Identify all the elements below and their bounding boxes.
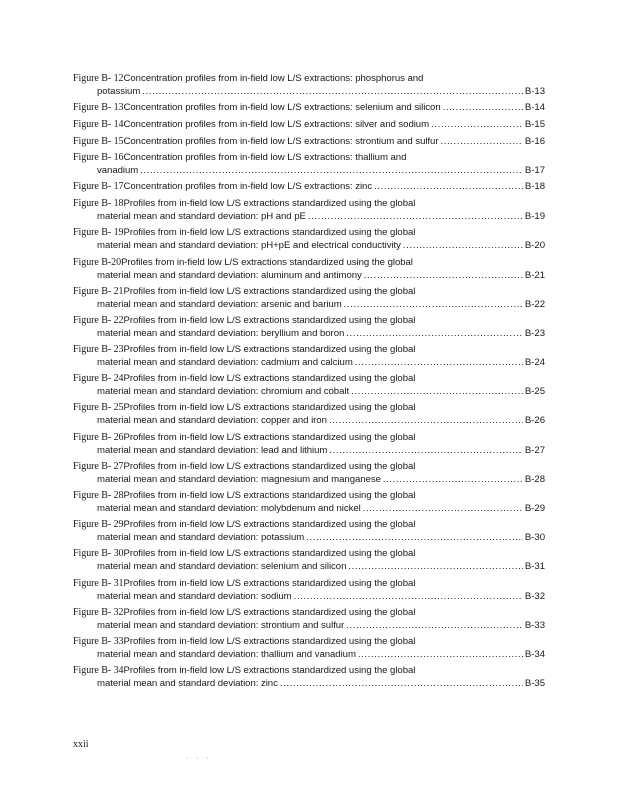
figure-number: Figure B-20 bbox=[73, 256, 122, 268]
figure-caption-continuation: material mean and standard deviation: sodium bbox=[97, 590, 292, 602]
toc-entry[interactable] bbox=[73, 606, 545, 632]
figure-number: Figure B- 30 bbox=[73, 548, 124, 560]
figure-number: Figure B- 26 bbox=[73, 431, 124, 443]
page-ref: B-16 bbox=[524, 135, 545, 147]
page-ref: B-33 bbox=[524, 619, 545, 631]
figure-caption-continuation: material mean and standard deviation: potassium bbox=[97, 532, 305, 544]
figure-caption: Concentration profiles from in-field low L/S extractions: phosphorus and bbox=[123, 73, 424, 84]
toc-entry[interactable] bbox=[73, 226, 545, 252]
figure-caption: Profiles from in-field low L/S extractions standardized using the global bbox=[123, 548, 416, 560]
toc-entry[interactable] bbox=[73, 135, 545, 148]
page-ref: B-20 bbox=[524, 240, 545, 252]
page-ref: B-21 bbox=[524, 269, 545, 281]
figure-caption: Concentration profiles from in-field low L/S extractions: thallium and bbox=[123, 152, 407, 164]
dot-leader bbox=[346, 327, 523, 340]
dot-leader bbox=[363, 502, 523, 515]
figure-number: Figure B- 31 bbox=[73, 577, 124, 589]
page-ref: B-22 bbox=[524, 298, 545, 310]
toc-entry[interactable] bbox=[73, 151, 545, 177]
figure-caption: Profiles from in-field low L/S extractions standardized using the global bbox=[123, 665, 416, 677]
figure-number: Figure B- 32 bbox=[73, 606, 124, 618]
toc-entry[interactable] bbox=[73, 547, 545, 573]
figure-caption-continuation: material mean and standard deviation: thallium and vanadium bbox=[97, 648, 356, 660]
dot-leader bbox=[443, 101, 523, 114]
dot-leader bbox=[431, 118, 523, 131]
toc-entry[interactable] bbox=[73, 101, 545, 114]
dot-leader bbox=[351, 385, 523, 398]
figure-caption-continuation: material mean and standard deviation: zinc bbox=[97, 678, 278, 690]
dot-leader bbox=[383, 473, 523, 486]
figure-number: Figure B- 27 bbox=[73, 460, 124, 472]
toc-entry[interactable] bbox=[73, 518, 545, 544]
toc-entry[interactable] bbox=[73, 180, 545, 193]
figure-number: Figure B- 13 bbox=[73, 102, 124, 114]
dot-leader bbox=[364, 269, 523, 282]
figure-caption-continuation: potassium bbox=[97, 86, 141, 97]
page-ref: B-31 bbox=[524, 561, 545, 573]
figure-caption: Profiles from in-field low L/S extractions standardized using the global bbox=[123, 227, 416, 239]
page-ref: B-34 bbox=[524, 648, 545, 660]
toc-entry[interactable] bbox=[73, 118, 545, 131]
page-number: xxii bbox=[73, 739, 89, 750]
page-ref: B-27 bbox=[524, 444, 545, 456]
figure-caption: Profiles from in-field low L/S extractions standardized using the global bbox=[121, 256, 413, 268]
toc-entry[interactable] bbox=[73, 460, 545, 486]
figure-number: Figure B- 16 bbox=[73, 152, 124, 164]
dot-leader bbox=[346, 619, 523, 632]
figure-caption: Concentration profiles from in-field low L/S extractions: zinc bbox=[123, 181, 373, 193]
dot-leader bbox=[306, 531, 523, 544]
figure-caption-continuation: material mean and standard deviation: magnesium and manganese bbox=[97, 473, 381, 485]
figure-caption-continuation: material mean and standard deviation: molybdenum and nickel bbox=[97, 503, 361, 514]
dot-leader bbox=[140, 164, 523, 177]
figure-caption-continuation: material mean and standard deviation: lead and lithium bbox=[97, 444, 328, 456]
figure-caption: Profiles from in-field low L/S extractions standardized using the global bbox=[123, 198, 416, 210]
figure-number: Figure B- 25 bbox=[73, 402, 124, 414]
figure-caption: Concentration profiles from in-field low L/S extractions: silver and sodium bbox=[123, 118, 430, 130]
figure-number: Figure B- 24 bbox=[73, 373, 124, 385]
figure-caption-continuation: material mean and standard deviation: cadmium and calcium bbox=[97, 357, 353, 369]
figure-caption-continuation: material mean and standard deviation: strontium and sulfur bbox=[97, 619, 345, 631]
figure-caption: Profiles from in-field low L/S extractions standardized using the global bbox=[123, 402, 416, 414]
page-ref: B-13 bbox=[524, 86, 545, 97]
figure-caption-continuation: material mean and standard deviation: pH and pE bbox=[97, 211, 306, 223]
dot-leader bbox=[344, 298, 523, 311]
dot-leader bbox=[280, 677, 523, 690]
dot-leader bbox=[358, 648, 523, 661]
figure-number: Figure B- 23 bbox=[73, 344, 124, 356]
page-ref: B-26 bbox=[524, 415, 545, 427]
toc-entry[interactable] bbox=[73, 72, 545, 98]
figure-number: Figure B- 15 bbox=[73, 135, 124, 147]
figure-caption-continuation: material mean and standard deviation: selenium and silicon bbox=[97, 561, 347, 573]
dot-leader bbox=[403, 239, 523, 252]
figure-caption: Profiles from in-field low L/S extractions standardized using the global bbox=[123, 606, 416, 618]
figure-caption-continuation: material mean and standard deviation: copper and iron bbox=[97, 415, 327, 427]
dot-leader bbox=[329, 444, 523, 457]
figure-number: Figure B- 12 bbox=[73, 73, 124, 84]
page-ref: B-17 bbox=[524, 165, 545, 177]
dot-leader bbox=[142, 85, 523, 98]
toc-entry[interactable] bbox=[73, 489, 545, 515]
page-ref: B-30 bbox=[524, 532, 545, 544]
figure-caption: Concentration profiles from in-field low L/S extractions: strontium and sulfur bbox=[123, 135, 439, 147]
page-ref: B-14 bbox=[524, 102, 545, 114]
toc-entry[interactable] bbox=[73, 431, 545, 457]
figure-caption: Profiles from in-field low L/S extractions standardized using the global bbox=[123, 577, 416, 589]
toc-entry[interactable] bbox=[73, 664, 545, 690]
figure-number: Figure B- 22 bbox=[73, 314, 124, 326]
page-ref: B-24 bbox=[524, 357, 545, 369]
toc-entry[interactable] bbox=[73, 635, 545, 661]
page-ref: B-15 bbox=[524, 118, 545, 130]
figure-number: Figure B- 14 bbox=[73, 118, 124, 130]
page-ref: B-23 bbox=[524, 327, 545, 339]
figure-caption: Profiles from in-field low L/S extractions standardized using the global bbox=[123, 373, 416, 385]
toc-entry[interactable] bbox=[73, 372, 545, 398]
figure-number: Figure B- 19 bbox=[73, 227, 124, 239]
figure-caption-continuation: material mean and standard deviation: arsenic and barium bbox=[97, 298, 342, 310]
toc-entry[interactable] bbox=[73, 285, 545, 311]
figure-caption: Profiles from in-field low L/S extractions standardized using the global bbox=[123, 519, 416, 531]
toc-entry[interactable] bbox=[73, 256, 545, 282]
toc-entry[interactable] bbox=[73, 401, 545, 427]
page-ref: B-32 bbox=[524, 590, 545, 602]
dot-leader bbox=[329, 414, 523, 427]
figure-caption-continuation: material mean and standard deviation: aluminum and antimony bbox=[97, 269, 362, 281]
page-ref: B-19 bbox=[524, 211, 545, 223]
figure-number: Figure B- 33 bbox=[73, 635, 124, 647]
page-ref: B-29 bbox=[524, 503, 545, 514]
page-ref: B-18 bbox=[524, 181, 545, 193]
figure-caption: Profiles from in-field low L/S extractions standardized using the global bbox=[123, 460, 416, 472]
page-ref: B-25 bbox=[524, 386, 545, 398]
dot-leader bbox=[374, 180, 523, 193]
dot-leader bbox=[355, 356, 523, 369]
figure-number: Figure B- 21 bbox=[73, 285, 124, 297]
figure-caption-continuation: material mean and standard deviation: beryllium and boron bbox=[97, 327, 345, 339]
figure-number: Figure B- 34 bbox=[73, 665, 124, 677]
figure-caption: Concentration profiles from in-field low L/S extractions: selenium and silicon bbox=[123, 102, 441, 114]
list-of-figures bbox=[73, 72, 545, 693]
figure-number: Figure B- 28 bbox=[73, 490, 124, 501]
dot-leader bbox=[294, 590, 523, 603]
figure-number: Figure B- 17 bbox=[73, 181, 124, 193]
figure-caption-continuation: material mean and standard deviation: pH+pE and electrical conductivity bbox=[97, 240, 401, 252]
page-ref: B-35 bbox=[524, 678, 545, 690]
figure-number: Figure B- 18 bbox=[73, 198, 124, 210]
toc-entry[interactable] bbox=[73, 343, 545, 369]
footer-mark: · · · bbox=[186, 755, 212, 762]
figure-caption: Profiles from in-field low L/S extractions standardized using the global bbox=[123, 431, 416, 443]
toc-entry[interactable] bbox=[73, 197, 545, 223]
figure-caption: Profiles from in-field low L/S extractions standardized using the global bbox=[123, 344, 416, 356]
figure-caption-continuation: material mean and standard deviation: chromium and cobalt bbox=[97, 386, 350, 398]
figure-number: Figure B- 29 bbox=[73, 519, 124, 531]
figure-caption: Profiles from in-field low L/S extractions standardized using the global bbox=[123, 314, 416, 326]
page-ref: B-28 bbox=[524, 473, 545, 485]
figure-caption: Profiles from in-field low L/S extractions standardized using the global bbox=[123, 285, 416, 297]
figure-caption-continuation: vanadium bbox=[97, 165, 139, 177]
dot-leader bbox=[440, 135, 522, 148]
dot-leader bbox=[308, 210, 523, 223]
toc-entry[interactable] bbox=[73, 314, 545, 340]
figure-caption: Profiles from in-field low L/S extractions standardized using the global bbox=[123, 635, 416, 647]
dot-leader bbox=[348, 560, 523, 573]
toc-entry[interactable] bbox=[73, 577, 545, 603]
figure-caption: Profiles from in-field low L/S extractions standardized using the global bbox=[123, 490, 416, 501]
